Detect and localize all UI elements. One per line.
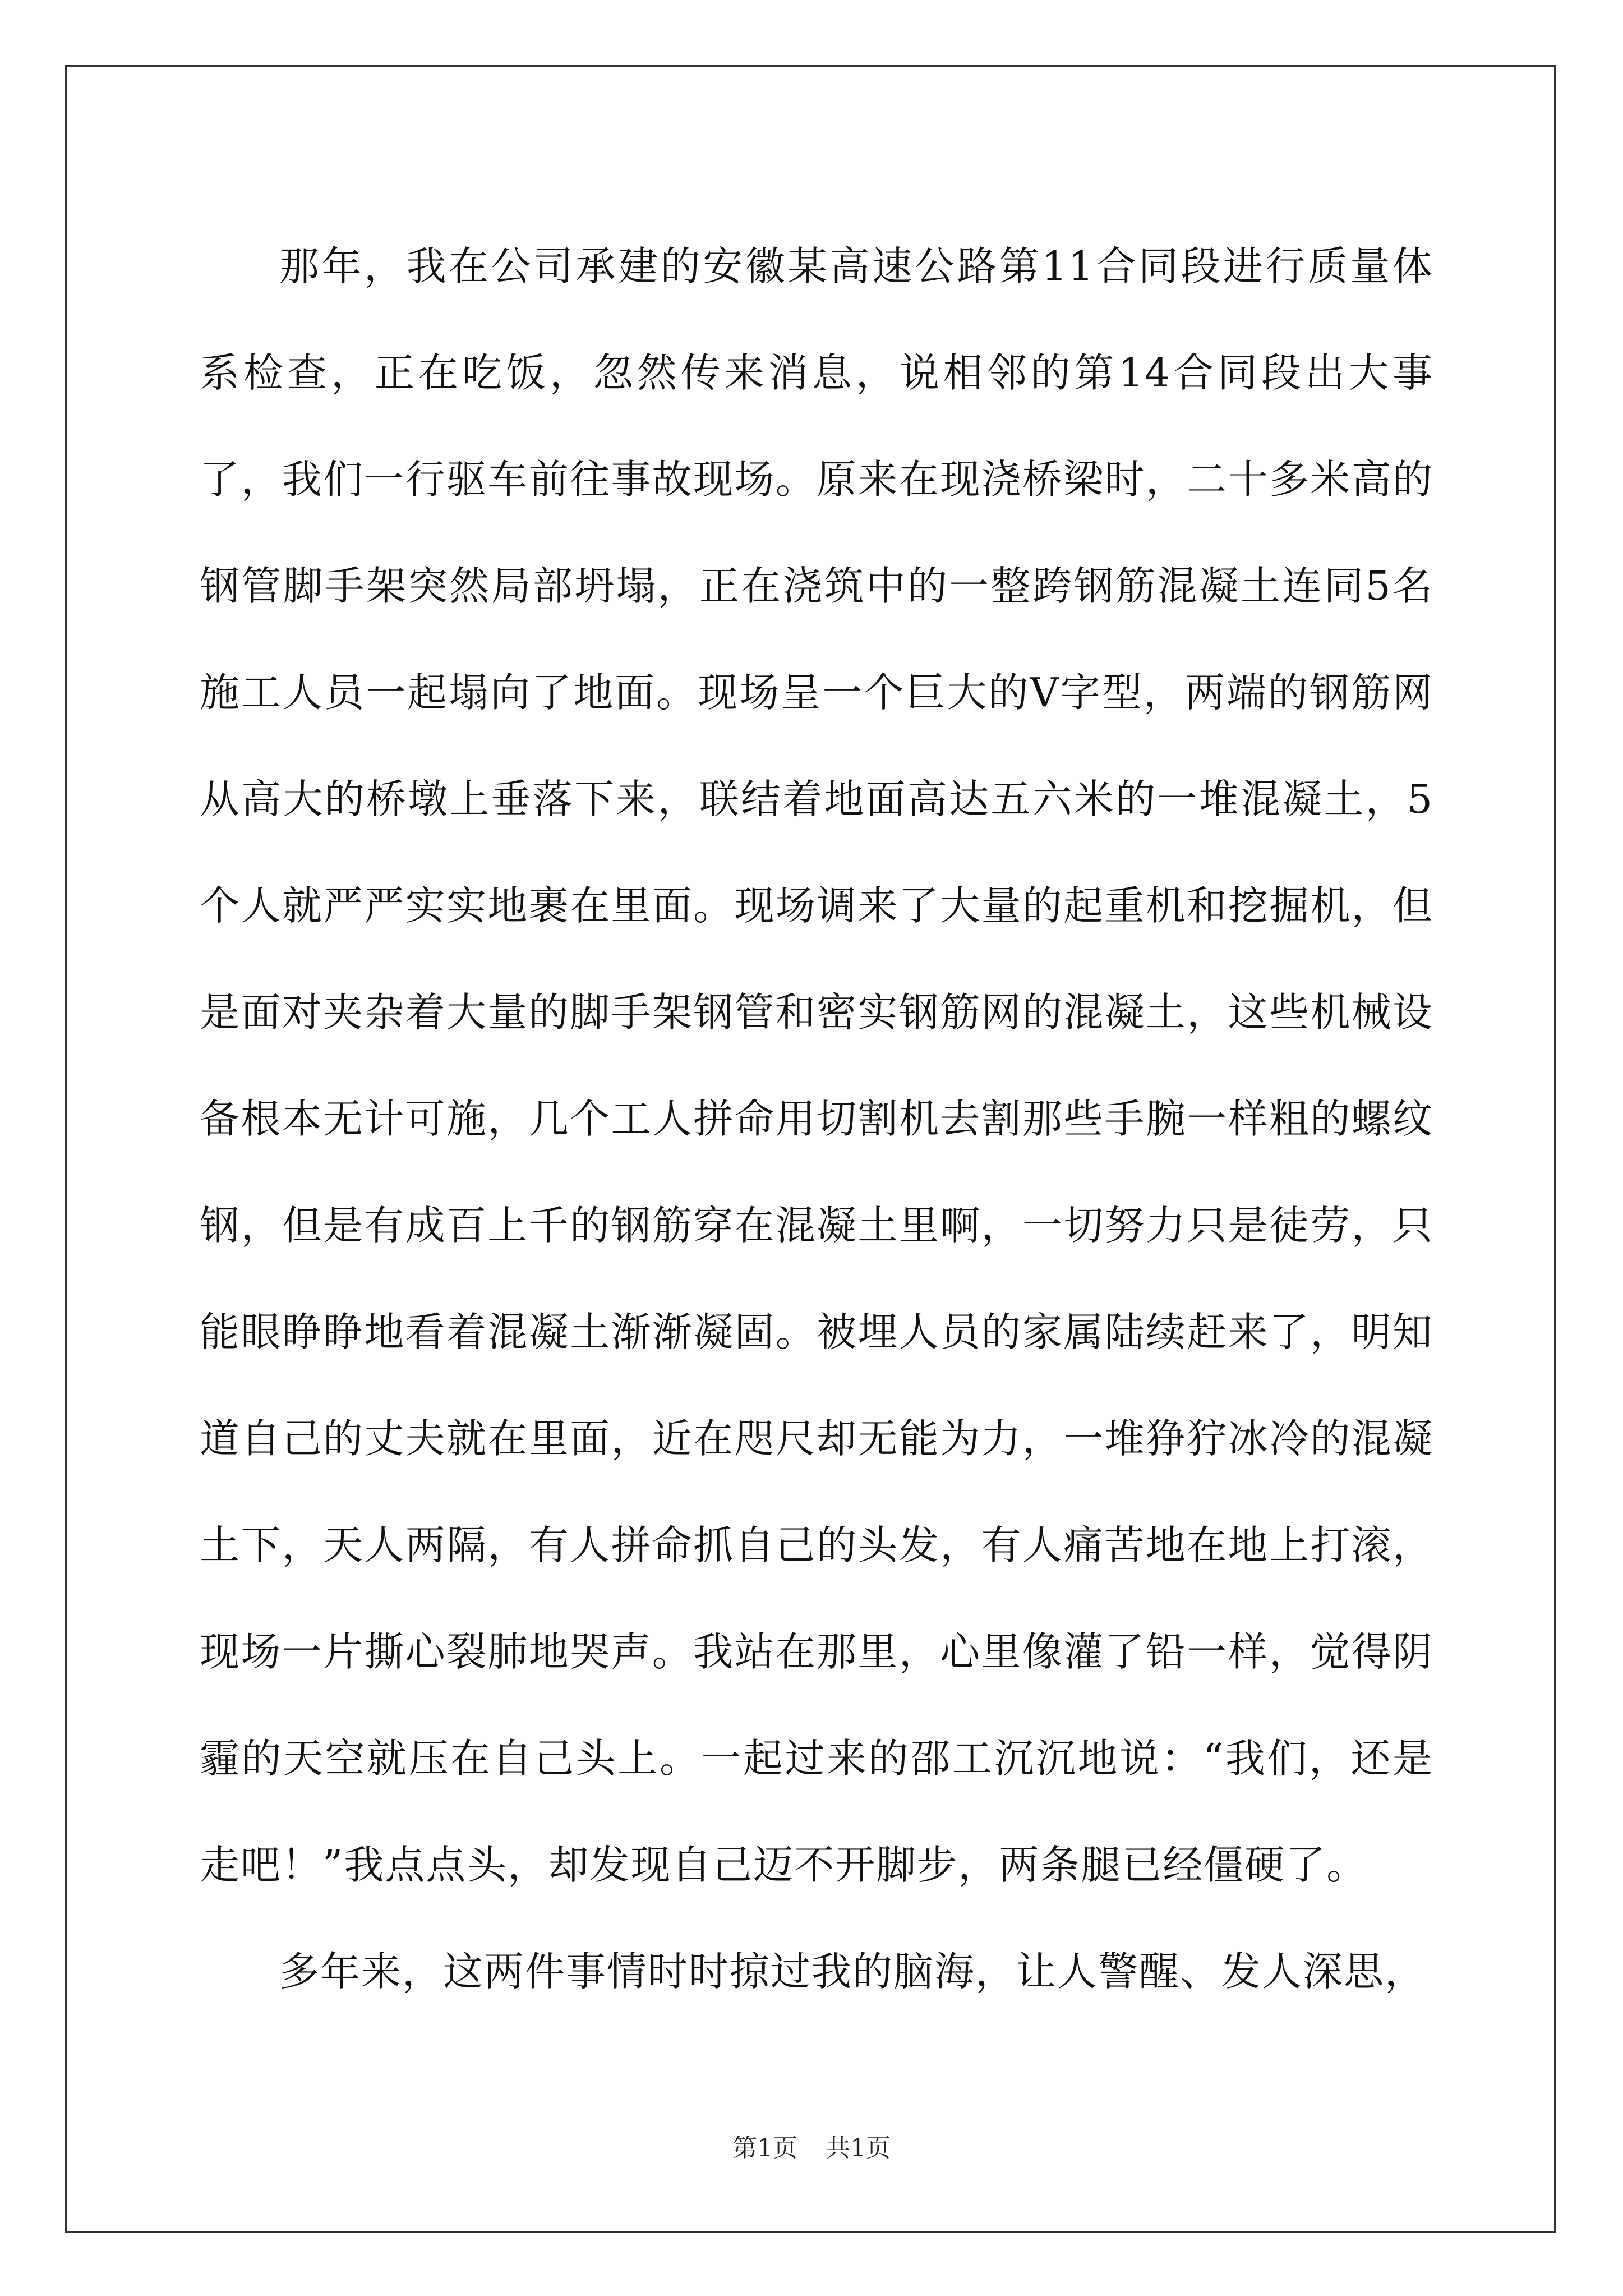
paragraph: 多年来，这两件事情时时掠过我的脑海，让人警醒、发人深思， bbox=[279, 1948, 1426, 1995]
page-number-total: 共1页 bbox=[826, 2134, 891, 2162]
document-body bbox=[200, 213, 1433, 2025]
page-footer bbox=[0, 2132, 1623, 2165]
paragraph: 那年，我在公司承建的安徽某高速公路第11合同段进行质量体系检查，正在吃饭，忽然传来消息，说相邻的第14合同段出大事了，我们一行驱车前往事故现场。原来在现浇桥梁时，二十多米高的钢管脚手架突然局部坍塌，正在浇筑中的一整跨钢筋混凝土连同5名施工人员一起塌向了地面。现场呈一个巨大的V字型，两端的钢筋网从高大的桥墩上垂落下来，联结着地面高达五六米的一堆混凝土，5个人就严严实实地裹在里面。现场调来了大量的起重机和挖掘机，但是面对夹杂着大量的脚手架钢管和密实钢筋网的混凝土，这些机械设备根本无计可施，几个工人拼命用切割机去割那些手腕一样粗的螺纹钢，但是有成百上千的钢筋穿在混凝土里啊，一切努力只是徒劳，只能眼睁睁地看着混凝土渐渐凝固。被埋人员的家属陆续赶来了，明知道自己的丈夫就在里面，近在咫尺却无能为力，一堆狰狞冰冷的混凝土下，天人两隔，有人拼命抓自己的头发，有人痛苦地在地上打滚，现场一片撕心裂肺地哭声。我站在那里，心里像灌了铅一样，觉得阴霾的天空就压在自己头上。一起过来的邵工沉沉地说：“我们，还是走吧！”我点点头，却发现自己迈不开脚步，两条腿已经僵硬了。 bbox=[200, 243, 1433, 1888]
page-number-current: 第1页 bbox=[732, 2134, 797, 2162]
